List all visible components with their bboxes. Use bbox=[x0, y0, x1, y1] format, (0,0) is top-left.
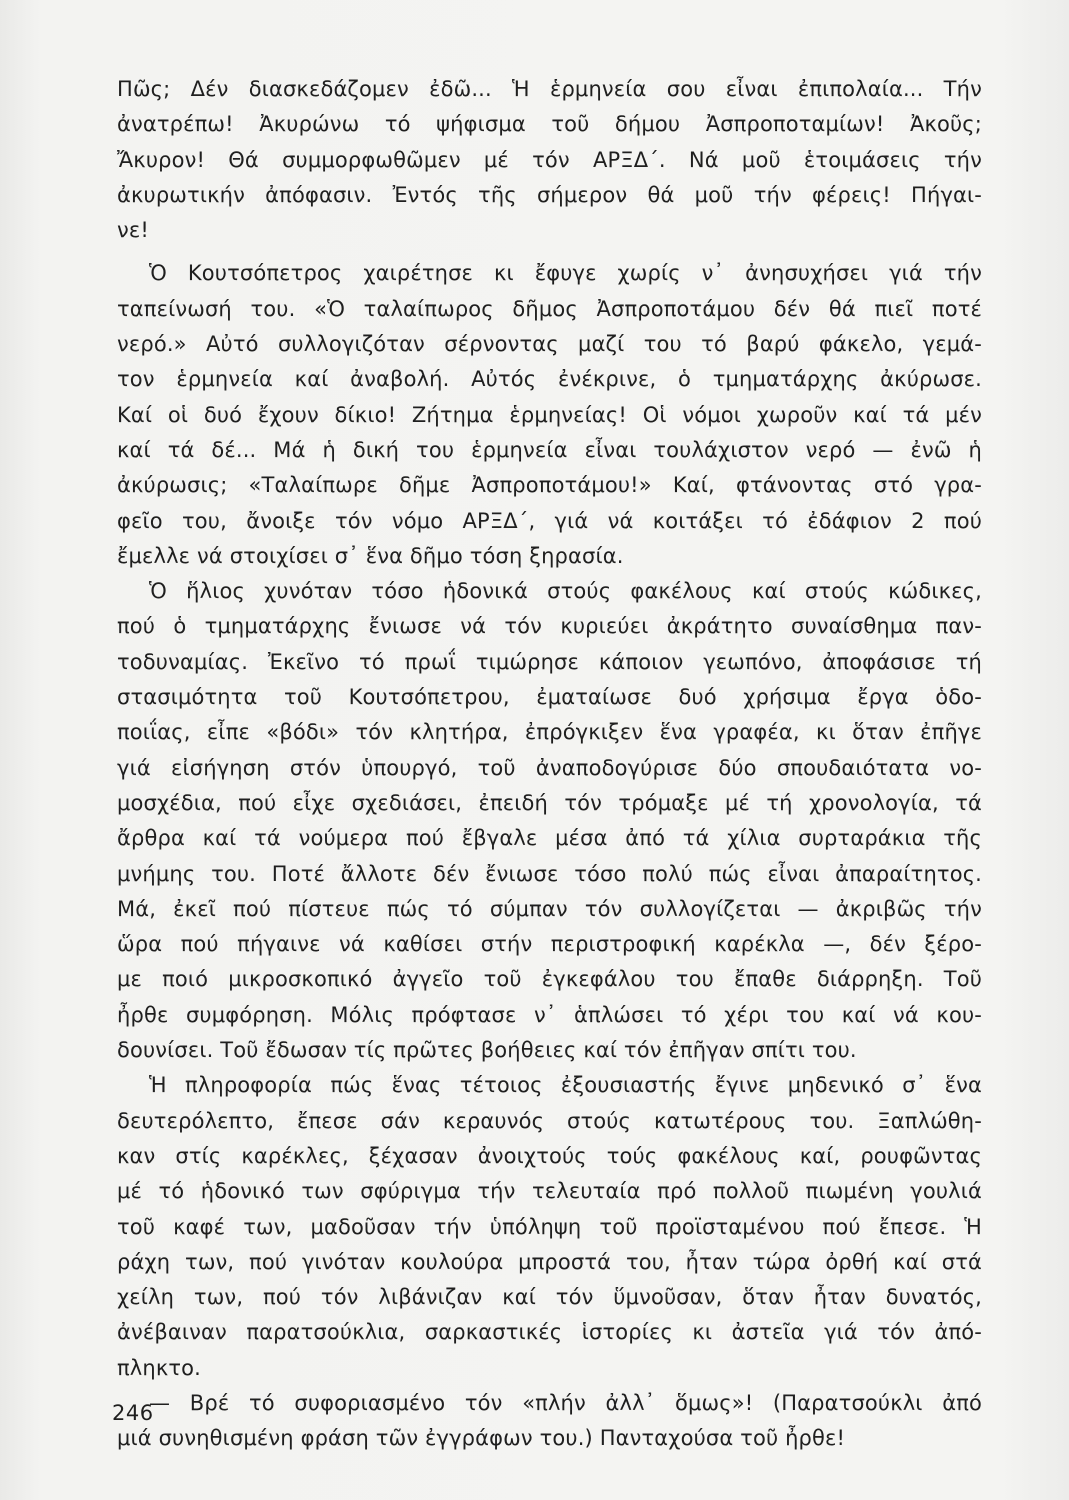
text-line: Ἡ πληροφορία πώς ἕνας τέτοιος ἐξουσιαστής ἔγινε μηδενικό σ᾽ ἕνα bbox=[149, 1073, 982, 1098]
text-line: ἀκύρωσις; «Ταλαίπωρε δῆμε Ἀσπροποτάμου!» Καί, φτάνοντας στό γρα- bbox=[117, 473, 982, 498]
paragraph-3 bbox=[117, 574, 982, 1068]
text-line: Καί οἱ δυό ἔχουν δίκιο! Ζήτημα ἑρμηνείας! Οἱ νόμοι χωροῦν καί τά μέν bbox=[117, 402, 982, 427]
text-line: ράχη των, πού γινόταν κουλούρα μπροστά του, ἦταν τώρα ὀρθή καί στά bbox=[117, 1249, 982, 1274]
text-line: Ἄκυρον! Θά συμμορφωθῶμεν μέ τόν ΑΡΞΔ΄. Νά μοῦ ἑτοιμάσεις τήν bbox=[117, 147, 982, 172]
text-line: ἦρθε συμφόρηση. Μόλις πρόφτασε ν᾽ ἁπλώσει τό χέρι του καί νά κου- bbox=[117, 1002, 982, 1027]
text-line: Ὁ ἥλιος χυνόταν τόσο ἡδονικά στούς φακέλους καί στούς κώδικες, bbox=[149, 579, 982, 604]
text-line: καί τά δέ... Μά ἡ δική του ἑρμηνεία εἶναι τουλάχιστον νερό — ἐνῶ ἡ bbox=[117, 437, 982, 462]
text-line: ἄρθρα καί τά νούμερα πού ἔβγαλε μέσα ἀπό τά χίλια συρταράκια τῆς bbox=[117, 826, 982, 851]
text-line: τοῦ καφέ των, μαδοῦσαν τήν ὑπόληψη τοῦ προϊσταμένου πού ἔπεσε. Ἡ bbox=[117, 1214, 982, 1239]
text-line: μνήμης του. Ποτέ ἄλλοτε δέν ἔνιωσε τόσο πολύ πώς εἶναι ἀπαραίτητος. bbox=[117, 861, 982, 886]
text-line: ἔμελλε νά στοιχίσει σ᾽ ἕνα δῆμο τόση ξηρασία. bbox=[117, 543, 624, 568]
text-line: χείλη των, πού τόν λιβάνιζαν καί τόν ὕμνοῦσαν, ὅταν ἦταν δυνατός, bbox=[117, 1285, 982, 1310]
text-line: Μά, ἐκεῖ πού πίστευε πώς τό σύμπαν τόν συλλογίζεται — ἀκριβῶς τήν bbox=[117, 896, 982, 921]
text-line: μοσχέδια, πού εἶχε σχεδιάσει, ἐπειδή τόν τρόμαξε μέ τή χρονολογία, τά bbox=[117, 790, 982, 815]
text-line: — Βρέ τό συφοριασμένο τόν «πλήν ἀλλ᾽ ὅμως»! (Παρατσούκλι ἀπό bbox=[149, 1390, 982, 1415]
text-line: ποιΐας, εἶπε «βόδι» τόν κλητήρα, ἐπρόγκιξεν ἕνα γραφέα, κι ὅταν ἐπῆγε bbox=[117, 720, 982, 745]
text-line: ἀκυρωτικήν ἀπόφασιν. Ἐντός τῆς σήμερον θά μοῦ τήν φέρεις! Πήγαι- bbox=[117, 182, 982, 207]
body-text bbox=[117, 72, 982, 1457]
text-line: Ὁ Κουτσόπετρος χαιρέτησε κι ἔφυγε χωρίς ν᾽ ἀνησυχήσει γιά τήν bbox=[149, 261, 982, 286]
text-line: δουνίσει. Τοῦ ἔδωσαν τίς πρῶτες βοήθειες καί τόν ἐπῆγαν σπίτι του. bbox=[117, 1038, 857, 1063]
paragraph-2 bbox=[117, 256, 982, 574]
paragraph-5 bbox=[117, 1386, 982, 1457]
text-line: ταπείνωσή του. «Ὁ ταλαίπωρος δῆμος Ἀσπροποτάμου δέν θά πιεῖ ποτέ bbox=[117, 296, 982, 321]
text-line: ὥρα πού πήγαινε νά καθίσει στήν περιστροφική καρέκλα —, δέν ξέρο- bbox=[117, 932, 982, 957]
text-line: δευτερόλεπτο, ἔπεσε σάν κεραυνός στούς κατωτέρους του. Ξαπλώθη- bbox=[117, 1108, 982, 1133]
page-number: 246 bbox=[112, 1401, 154, 1425]
text-line: Πῶς; Δέν διασκεδάζομεν ἐδῶ... Ἡ ἑρμηνεία σου εἶναι ἐπιπολαία... Τήν bbox=[117, 77, 982, 101]
text-line: στασιμότητα τοῦ Κουτσόπετρου, ἐματαίωσε δυό χρήσιμα ἔργα ὁδο- bbox=[117, 685, 982, 710]
text-line: ἀνατρέπω! Ἀκυρώνω τό ψήφισμα τοῦ δήμου Ἀσπροποταμίων! Ἀκοῦς; bbox=[117, 112, 982, 137]
text-line: πληκτο. bbox=[117, 1355, 201, 1380]
text-line: μέ τό ἡδονικό των σφύριγμα τήν τελευταία πρό πολλοῦ πιωμένη γουλιά bbox=[117, 1179, 982, 1204]
text-line: ἀνέβαιναν παρατσούκλια, σαρκαστικές ἱστορίες κι ἀστεῖα γιά τόν ἀπό- bbox=[117, 1320, 982, 1345]
text-line: φεῖο του, ἄνοιξε τόν νόμο ΑΡΞΔ΄, γιά νά κοιτάξει τό ἐδάφιον 2 πού bbox=[117, 508, 982, 533]
paragraph-1 bbox=[117, 72, 982, 248]
paragraph-4 bbox=[117, 1068, 982, 1386]
text-line: καν στίς καρέκλες, ξέχασαν ἀνοιχτούς τούς φακέλους καί, ρουφῶντας bbox=[117, 1143, 982, 1168]
text-line: νε! bbox=[117, 218, 149, 243]
text-line: τοδυναμίας. Ἐκεῖνο τό πρωΐ τιμώρησε κάποιον γεωπόνο, ἀποφάσισε τή bbox=[117, 649, 982, 674]
text-line: γιά εἰσήγηση στόν ὑπουργό, τοῦ ἀναποδογύρισε δύο σπουδαιότατα νο- bbox=[117, 755, 982, 780]
text-line: τον ἑρμηνεία καί ἀναβολή. Αὐτός ἐνέκρινε, ὁ τμηματάρχης ἀκύρωσε. bbox=[117, 367, 982, 392]
text-line: νερό.» Αὐτό συλλογιζόταν σέρνοντας μαζί του τό βαρύ φάκελο, γεμά- bbox=[117, 332, 982, 357]
text-line: με ποιό μικροσκοπικό ἀγγεῖο τοῦ ἐγκεφάλου του ἔπαθε διάρρηξη. Τοῦ bbox=[117, 967, 982, 992]
text-line: πού ὁ τμηματάρχης ἔνιωσε νά τόν κυριεύει ἀκράτητο συναίσθημα παν- bbox=[117, 614, 982, 639]
text-line: μιά συνηθισμένη φράση τῶν ἐγγράφων του.) Πανταχούσα τοῦ ἦρθε! bbox=[117, 1426, 846, 1451]
